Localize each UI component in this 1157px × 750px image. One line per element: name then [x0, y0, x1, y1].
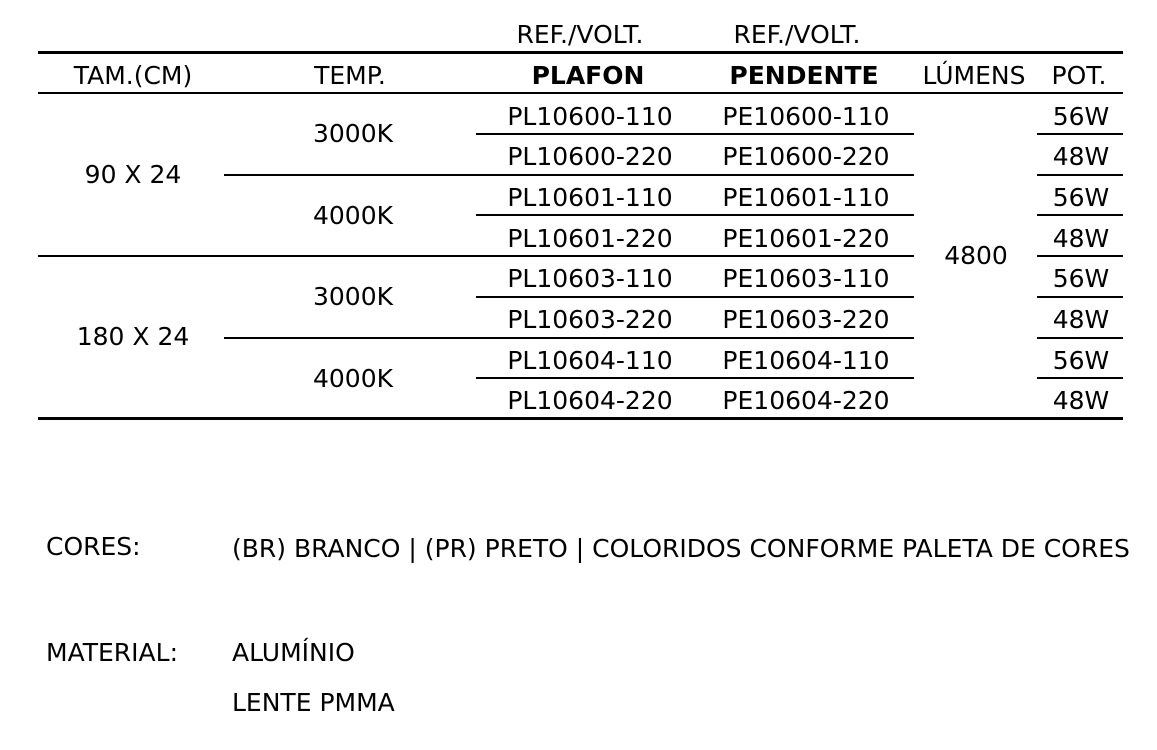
- pot-rule: [1037, 133, 1123, 135]
- plafon-cell: PL10600-220: [507, 142, 673, 171]
- pendente-ref-volt-label: REF./VOLT.: [733, 20, 861, 49]
- pot-cell: 56W: [1052, 183, 1110, 212]
- plafon-cell: PL10601-110: [507, 183, 673, 212]
- pendente-cell: PE10603-110: [722, 264, 890, 293]
- pendente-cell: PE10604-220: [722, 386, 890, 415]
- pendente-cell: PE10600-110: [722, 102, 890, 131]
- temp-cell: 3000K: [312, 282, 394, 311]
- temp-group-rule: [224, 174, 914, 176]
- row-rule: [476, 214, 914, 216]
- temp-cell: 3000K: [312, 119, 394, 148]
- pendente-cell: PE10604-110: [722, 346, 890, 375]
- plafon-cell: PL10603-220: [507, 305, 673, 334]
- header-pot: POT.: [1051, 61, 1107, 90]
- size-cell: 180 X 24: [76, 322, 190, 351]
- pendente-cell: PE10601-220: [722, 224, 890, 253]
- pot-cell: 56W: [1052, 102, 1110, 131]
- material-value: LENTE PMMA: [232, 688, 395, 717]
- header-temp: TEMP.: [314, 61, 386, 90]
- pot-rule: [1037, 174, 1123, 176]
- plafon-cell: PL10604-220: [507, 386, 673, 415]
- pot-rule: [1037, 296, 1123, 298]
- table-top-rule: [38, 51, 1123, 54]
- row-rule: [476, 377, 914, 379]
- header-bottom-rule: [38, 92, 1123, 94]
- row-rule: [476, 133, 914, 135]
- plafon-cell: PL10604-110: [507, 346, 673, 375]
- cores-value: (BR) BRANCO | (PR) PRETO | COLORIDOS CONFORME PALETA DE CORES: [232, 534, 1130, 563]
- pot-cell: 56W: [1052, 346, 1110, 375]
- lumens-cell: 4800: [944, 241, 1008, 270]
- temp-group-rule: [224, 337, 914, 339]
- pot-cell: 48W: [1052, 142, 1110, 171]
- header-plafon: PLAFON: [531, 61, 645, 90]
- header-tam: TAM.(CM): [73, 61, 193, 90]
- header-lumens: LÚMENS: [922, 61, 1026, 90]
- plafon-cell: PL10600-110: [507, 102, 673, 131]
- pot-rule: [1037, 377, 1123, 379]
- pot-cell: 56W: [1052, 264, 1110, 293]
- cores-label: CORES:: [46, 532, 141, 561]
- header-pendente: PENDENTE: [729, 61, 879, 90]
- size-group-rule: [38, 255, 914, 257]
- plafon-ref-volt-label: REF./VOLT.: [516, 20, 644, 49]
- material-label: MATERIAL:: [46, 638, 178, 667]
- pot-cell: 48W: [1052, 386, 1110, 415]
- plafon-cell: PL10601-220: [507, 224, 673, 253]
- table-bottom-rule: [38, 417, 1123, 420]
- pendente-cell: PE10603-220: [722, 305, 890, 334]
- pot-cell: 48W: [1052, 224, 1110, 253]
- plafon-cell: PL10603-110: [507, 264, 673, 293]
- temp-cell: 4000K: [312, 201, 394, 230]
- pot-rule: [1037, 337, 1123, 339]
- pot-rule: [1037, 214, 1123, 216]
- pendente-cell: PE10600-220: [722, 142, 890, 171]
- row-rule: [476, 296, 914, 298]
- pot-rule: [1037, 255, 1123, 257]
- material-value: ALUMÍNIO: [232, 638, 355, 667]
- temp-cell: 4000K: [312, 364, 394, 393]
- size-cell: 90 X 24: [84, 160, 182, 189]
- pot-cell: 48W: [1052, 305, 1110, 334]
- pendente-cell: PE10601-110: [722, 183, 890, 212]
